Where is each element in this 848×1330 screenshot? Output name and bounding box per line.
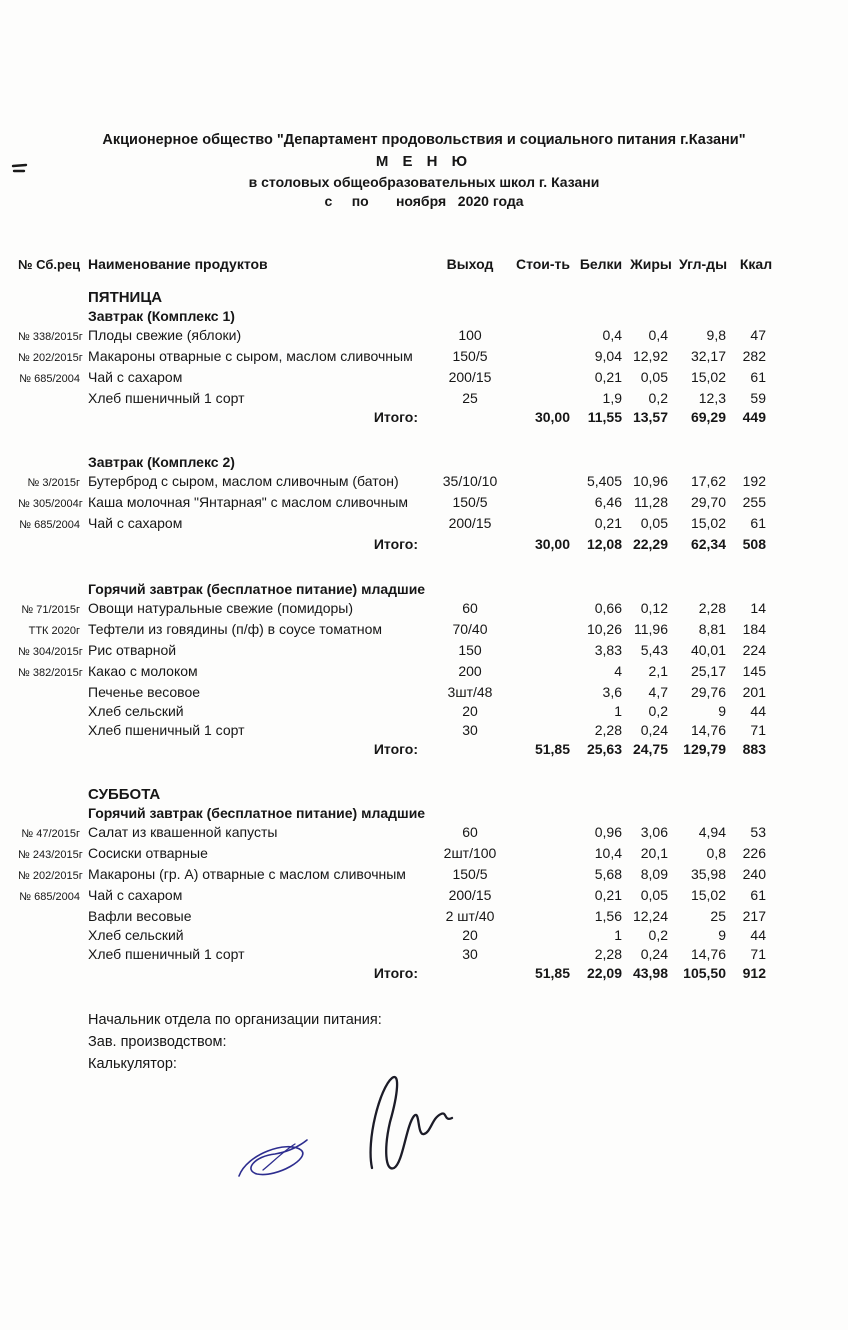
row-carbs: 12,3 <box>698 390 726 406</box>
row-code: ТТК 2020г <box>28 625 80 637</box>
row-kcal: 44 <box>750 703 766 719</box>
row-kcal: 47 <box>750 327 766 343</box>
row-fat: 12,92 <box>632 348 668 364</box>
row-kcal: 184 <box>742 621 766 637</box>
total-kcal: 508 <box>742 536 766 552</box>
row-name: Хлеб сельский <box>88 703 184 719</box>
total-carbs: 69,29 <box>690 409 726 425</box>
row-out: 30 <box>462 722 478 738</box>
total-protein: 22,09 <box>586 965 622 981</box>
row-out: 25 <box>462 390 478 406</box>
table-row <box>18 907 836 926</box>
row-protein: 0,66 <box>594 600 622 616</box>
row-protein: 4 <box>614 663 622 679</box>
row-name: Салат из квашенной капусты <box>88 824 278 840</box>
total-carbs: 129,79 <box>683 741 726 757</box>
row-kcal: 255 <box>742 494 766 510</box>
row-protein: 6,46 <box>594 494 622 510</box>
row-protein: 0,4 <box>602 327 622 343</box>
column-header-name: Наименование продуктов <box>88 256 268 272</box>
row-name: Вафли весовые <box>88 908 192 924</box>
meal-header-row <box>18 580 836 599</box>
row-out: 2 шт/40 <box>445 908 495 924</box>
row-fat: 11,96 <box>634 621 668 637</box>
table-row <box>18 945 836 964</box>
row-name: Какао с молоком <box>88 663 198 679</box>
total-cost: 51,85 <box>534 741 570 757</box>
table-row <box>18 599 836 620</box>
day-header-row <box>18 288 836 307</box>
row-carbs: 32,17 <box>690 348 726 364</box>
row-kcal: 61 <box>750 369 766 385</box>
row-out: 100 <box>458 327 482 343</box>
table-row <box>18 389 836 408</box>
signature-head-of-department <box>340 1060 460 1185</box>
document-subtitle: в столовых общеобразовательных школ г. Казани <box>248 174 600 190</box>
row-name: Печенье весовое <box>88 684 201 700</box>
row-kcal: 240 <box>742 866 766 882</box>
row-carbs: 15,02 <box>690 369 726 385</box>
row-fat: 0,05 <box>640 515 668 531</box>
total-carbs: 105,50 <box>683 965 726 981</box>
meal-title: Завтрак (Комплекс 1) <box>88 308 235 324</box>
table-row <box>18 326 836 347</box>
row-carbs: 2,28 <box>698 600 726 616</box>
row-fat: 8,09 <box>640 866 668 882</box>
row-name: Хлеб сельский <box>88 927 184 943</box>
row-kcal: 44 <box>750 927 766 943</box>
menu-table-body <box>18 288 836 983</box>
column-header-fat: Жиры <box>630 256 672 272</box>
row-carbs: 25,17 <box>690 663 726 679</box>
row-carbs: 15,02 <box>690 515 726 531</box>
row-code: № 304/2015г <box>18 646 83 658</box>
total-row <box>18 535 836 554</box>
row-name: Хлеб пшеничный 1 сорт <box>88 390 245 406</box>
row-carbs: 9 <box>718 703 726 719</box>
row-protein: 9,04 <box>594 348 622 364</box>
row-protein: 10,4 <box>594 845 622 861</box>
table-row <box>18 865 836 886</box>
total-protein: 25,63 <box>586 741 622 757</box>
total-protein: 11,55 <box>587 409 622 425</box>
row-fat: 0,4 <box>648 327 668 343</box>
table-row <box>18 721 836 740</box>
row-out: 2шт/100 <box>443 845 497 861</box>
row-out: 150/5 <box>452 866 488 882</box>
row-kcal: 71 <box>750 722 766 738</box>
row-name: Макароны отварные с сыром, маслом сливочным <box>88 348 413 364</box>
total-fat: 13,57 <box>632 409 668 425</box>
row-kcal: 201 <box>742 684 766 700</box>
row-carbs: 40,01 <box>690 642 726 658</box>
total-protein: 12,08 <box>586 536 622 552</box>
row-carbs: 17,62 <box>690 473 726 489</box>
row-code: № 47/2015г <box>21 828 80 840</box>
row-out: 150/5 <box>452 348 488 364</box>
row-protein: 3,83 <box>594 642 622 658</box>
total-row <box>18 408 836 427</box>
row-code: № 305/2004г <box>18 498 83 510</box>
row-kcal: 14 <box>750 600 766 616</box>
row-name: Рис отварной <box>88 642 177 658</box>
row-fat: 0,2 <box>648 703 668 719</box>
date-line: с по ноября 2020 года <box>324 193 524 209</box>
day-title: СУББОТА <box>88 786 161 803</box>
table-row <box>18 683 836 702</box>
meal-title: Горячий завтрак (бесплатное питание) младшие <box>88 581 426 597</box>
row-code: № 71/2015г <box>21 604 80 616</box>
row-fat: 5,43 <box>640 642 668 658</box>
meal-header-row <box>18 804 836 823</box>
document-page <box>0 130 848 1330</box>
row-protein: 1,9 <box>602 390 622 406</box>
document-title: М Е Н Ю <box>375 153 473 170</box>
row-fat: 0,2 <box>648 390 668 406</box>
table-row <box>18 823 836 844</box>
row-carbs: 4,94 <box>698 824 726 840</box>
row-protein: 0,21 <box>594 515 622 531</box>
row-carbs: 0,8 <box>706 845 726 861</box>
row-name: Тефтели из говядины (п/ф) в соусе томатном <box>88 621 382 637</box>
row-fat: 0,24 <box>640 946 668 962</box>
row-fat: 20,1 <box>640 845 668 861</box>
row-protein: 0,21 <box>594 887 622 903</box>
row-carbs: 14,76 <box>690 722 726 738</box>
row-kcal: 53 <box>750 824 766 840</box>
total-fat: 24,75 <box>632 741 668 757</box>
row-carbs: 14,76 <box>690 946 726 962</box>
row-kcal: 282 <box>742 348 766 364</box>
table-header-row <box>18 255 836 274</box>
row-kcal: 192 <box>742 473 766 489</box>
meal-header-row <box>18 307 836 326</box>
row-carbs: 9,8 <box>706 327 726 343</box>
row-carbs: 29,70 <box>690 494 726 510</box>
table-row <box>18 347 836 368</box>
row-kcal: 59 <box>750 390 766 406</box>
footer-line-calculator: Калькулятор: <box>88 1056 177 1072</box>
row-carbs: 35,98 <box>690 866 726 882</box>
total-row <box>18 964 836 983</box>
row-name: Овощи натуральные свежие (помидоры) <box>88 600 354 616</box>
row-fat: 0,12 <box>640 600 668 616</box>
row-fat: 10,96 <box>632 473 668 489</box>
organization-name: Акционерное общество "Департамент продовольствия и социального питания г.Казани" <box>102 132 746 148</box>
row-kcal: 226 <box>742 845 766 861</box>
row-out: 150/5 <box>452 494 488 510</box>
row-fat: 0,05 <box>640 887 668 903</box>
row-protein: 3,6 <box>602 684 622 700</box>
row-fat: 12,24 <box>632 908 668 924</box>
document-header <box>0 130 848 211</box>
row-name: Чай с сахаром <box>88 515 183 531</box>
row-name: Чай с сахаром <box>88 887 183 903</box>
row-protein: 2,28 <box>594 946 622 962</box>
row-name: Чай с сахаром <box>88 369 183 385</box>
row-out: 20 <box>462 927 478 943</box>
row-out: 60 <box>462 600 478 616</box>
row-protein: 5,68 <box>594 866 622 882</box>
row-carbs: 29,76 <box>690 684 726 700</box>
row-protein: 1 <box>614 703 622 719</box>
row-out: 70/40 <box>452 621 488 637</box>
row-out: 20 <box>462 703 478 719</box>
row-out: 60 <box>462 824 478 840</box>
table-row <box>18 472 836 493</box>
row-code: № 202/2015г <box>18 352 83 364</box>
table-row <box>18 926 836 945</box>
total-cost: 51,85 <box>534 965 570 981</box>
row-carbs: 8,81 <box>698 621 726 637</box>
row-out: 3шт/48 <box>447 684 493 700</box>
row-name: Бутерброд с сыром, маслом сливочным (батон) <box>88 473 399 489</box>
row-fat: 11,28 <box>634 494 668 510</box>
row-fat: 0,05 <box>640 369 668 385</box>
total-kcal: 449 <box>742 409 766 425</box>
row-protein: 0,21 <box>594 369 622 385</box>
table-row <box>18 886 836 907</box>
row-name: Сосиски отварные <box>88 845 208 861</box>
row-kcal: 61 <box>750 887 766 903</box>
total-label: Итого: <box>373 741 418 757</box>
row-kcal: 217 <box>742 908 766 924</box>
column-header-kcal: Ккал <box>739 256 773 272</box>
total-label: Итого: <box>373 536 418 552</box>
signature-block <box>0 1009 848 1075</box>
scan-artifact <box>10 162 34 178</box>
meal-title: Горячий завтрак (бесплатное питание) младшие <box>88 805 426 821</box>
row-fat: 0,24 <box>640 722 668 738</box>
row-carbs: 25 <box>710 908 726 924</box>
row-name: Плоды свежие (яблоки) <box>88 327 242 343</box>
row-code: № 338/2015г <box>18 331 83 343</box>
row-carbs: 15,02 <box>690 887 726 903</box>
row-kcal: 145 <box>742 663 766 679</box>
table-row <box>18 641 836 662</box>
row-out: 200/15 <box>448 515 492 531</box>
row-name: Макароны (гр. А) отварные с маслом сливочным <box>88 866 406 882</box>
row-out: 200/15 <box>448 369 492 385</box>
table-row <box>18 662 836 683</box>
row-name: Хлеб пшеничный 1 сорт <box>88 722 245 738</box>
table-row <box>18 368 836 389</box>
row-protein: 0,96 <box>594 824 622 840</box>
total-cost: 30,00 <box>534 409 570 425</box>
meal-header-row <box>18 453 836 472</box>
total-fat: 22,29 <box>632 536 668 552</box>
row-kcal: 61 <box>750 515 766 531</box>
row-code: № 685/2004 <box>19 891 80 903</box>
row-name: Каша молочная "Янтарная" с маслом сливочным <box>88 494 409 510</box>
table-row <box>18 514 836 535</box>
row-code: № 685/2004 <box>19 373 80 385</box>
total-carbs: 62,34 <box>690 536 726 552</box>
row-protein: 1 <box>614 927 622 943</box>
row-code: № 685/2004 <box>19 519 80 531</box>
total-row <box>18 740 836 759</box>
row-out: 30 <box>462 946 478 962</box>
total-label: Итого: <box>373 409 418 425</box>
row-fat: 3,06 <box>640 824 668 840</box>
table-row <box>18 702 836 721</box>
row-out: 200 <box>458 663 482 679</box>
total-kcal: 912 <box>742 965 766 981</box>
row-out: 150 <box>458 642 482 658</box>
row-name: Хлеб пшеничный 1 сорт <box>88 946 245 962</box>
row-fat: 4,7 <box>648 684 668 700</box>
row-kcal: 71 <box>750 946 766 962</box>
column-header-protein: Белки <box>579 256 623 272</box>
row-fat: 0,2 <box>648 927 668 943</box>
column-header-carbs: Угл-ды <box>678 256 728 272</box>
footer-line-production: Зав. производством: <box>88 1034 227 1050</box>
row-code: № 382/2015г <box>18 667 83 679</box>
total-kcal: 883 <box>742 741 766 757</box>
row-protein: 10,26 <box>586 621 622 637</box>
column-header-out: Выход <box>446 256 494 272</box>
total-cost: 30,00 <box>534 536 570 552</box>
row-fat: 2,1 <box>648 663 668 679</box>
day-header-row <box>18 785 836 804</box>
row-code: № 243/2015г <box>18 849 83 861</box>
table-row <box>18 844 836 865</box>
footer-line-head: Начальник отдела по организации питания: <box>88 1012 382 1028</box>
row-protein: 5,405 <box>586 473 622 489</box>
signature-calculator <box>225 1130 325 1192</box>
menu-table <box>0 255 848 983</box>
total-label: Итого: <box>373 965 418 981</box>
meal-title: Завтрак (Комплекс 2) <box>88 454 235 470</box>
row-carbs: 9 <box>718 927 726 943</box>
table-row <box>18 493 836 514</box>
column-header-code: № Сб.рец <box>18 257 81 272</box>
total-fat: 43,98 <box>632 965 668 981</box>
table-row <box>18 620 836 641</box>
day-title: ПЯТНИЦА <box>88 289 163 306</box>
row-protein: 1,56 <box>594 908 622 924</box>
row-out: 35/10/10 <box>442 473 498 489</box>
column-header-cost: Стои-ть <box>515 256 571 272</box>
row-code: № 3/2015г <box>27 477 80 489</box>
row-kcal: 224 <box>742 642 766 658</box>
row-out: 200/15 <box>448 887 492 903</box>
row-code: № 202/2015г <box>18 870 83 882</box>
row-protein: 2,28 <box>594 722 622 738</box>
